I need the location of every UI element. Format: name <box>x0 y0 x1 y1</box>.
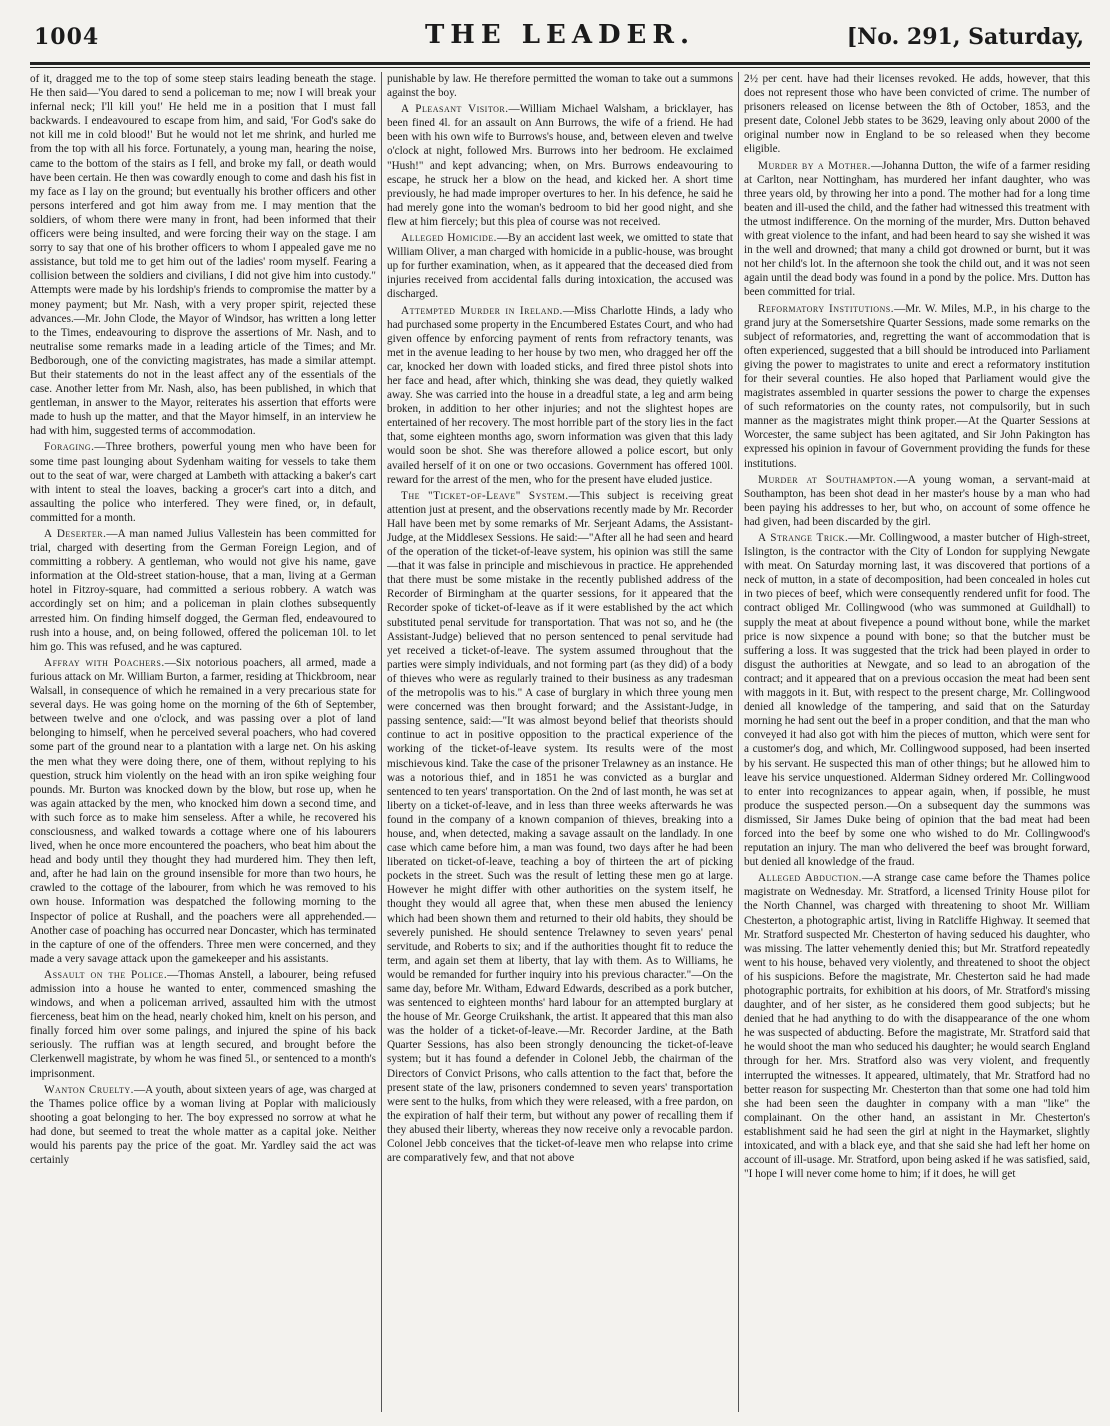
article-paragraph <box>387 72 733 100</box>
article-heading: Alleged Abduction. <box>758 872 862 885</box>
article-text: —Three brothers, powerful young men who have been for some time past lounging about Sydenham waiting for vessels to take them out to the seat of war, were charged at Lambeth with attacking a baker's cart with intent to steal the loaves, backing a grocer's cart into a ditch, and assaulting the police who interfered. They were fined, or, in default, committed for a month. <box>30 441 376 524</box>
article-paragraph <box>387 231 733 301</box>
issue-info: [No. 291, Saturday, <box>846 24 1084 50</box>
article-paragraph <box>30 527 376 654</box>
article-text: —Mr. W. Miles, M.P., in his charge to the grand jury at the Somersetshire Quarter Sessions, made some remarks on the subject of reformatories, and, regretting the want of accommodation that is often experienced, suggested that a bill should be introduced into Parliament giving the power to magistrates to unite and erect a reformatory institution for their several counties. He also hoped that Parliament would give the magistrates assembled in quarter sessions the power to charge the expenses of such reformatories on the county rates, not compulsorily, but in such manner as the magistrates might think proper.—At the Quarter Sessions at Worcester, the same subject has been agitated, and Sir John Pakington has expressed his opinion in favour of Government providing the funds for these institutions. <box>744 302 1090 470</box>
article-text: punishable by law. He therefore permitted the woman to take out a summons against the boy. <box>387 73 733 100</box>
header-rule-thick <box>30 62 1090 65</box>
article-text: —A young woman, a servant-maid at Southampton, has been shot dead in her master's house by a man who had been paying his addresses to her, but who, on account of some offence he had given, had been discarded by the girl. <box>744 473 1090 528</box>
article-paragraph <box>744 871 1090 1181</box>
article-text: —A man named Julius Vallestein has been committed for trial, charged with deserting from the German Foreign Legion, and of committing a robbery. A gentleman, who would not give his name, gave information at the Old-street station-house, that a man, living at a German hotel in Fitzroy-square, had committed a serious robbery. A watch was accordingly set on him; and a policeman in plain clothes subsequently arrested him. On finding himself dogged, the German fled, endeavoured to rush into a house, and, on being followed, offered the policeman 10l. to let him go. This was refused, and he was captured. <box>30 528 376 653</box>
article-paragraph <box>30 72 376 438</box>
page-header <box>30 10 1090 60</box>
article-text: —Mr. Collingwood, a master butcher of High-street, Islington, is the contractor with the City of London for supplying Newgate with meat. On Saturday morning last, it was discovered that portions of a neck of mutton, in a state of decomposition, had been concealed in holes cut in two pieces of beef, which were consequently rendered unfit for food. The contract obliged Mr. Collingwood (who was summoned at Guildhall) to supply the meat at about fivepence a pound without bone, while the market price is now sixpence a pound with bone; so that the butcher must be suffering a loss. It was suggested that the trick had been played in order to disgust the authorities at Newgate, and so lead to an abrogation of the contract; and it appeared that on a previous occasion the meat had been sent with maggots in it. But, with respect to the present charge, Mr. Collingwood denied all knowledge of the tampering, and said that on the Saturday morning he had sent out the beef in a proper condition, and that the man who conveyed it had also got with him the pieces of mutton, which were sent for a customer's dog, and which, Mr. Collingwood supposed, had been inserted by his servant. He suspected this man of other things; but he allowed him to leave his service unquestioned. Alderman Sidney ordered Mr. Collingwood to enter into recognizances to appear again, when, if possible, he must produce the suspected person.—On a subsequent day the summons was dismissed, Sir James Duke being of opinion that the bad meat had been forced into the beef by some one who wished to do Mr. Collingwood's reputation an injury. The man who delivered the beef was brought forward, but denied all knowledge of the fraud. <box>744 532 1090 869</box>
article-heading: Affray with Poachers. <box>44 656 165 669</box>
article-text: 2½ per cent. have had their licenses revoked. He adds, however, that this does not represent those who have been convicted of crime. The number of prisoners released on license between the 8th of October, 1853, and the present date, Colonel Jebb states to be 3629, leaving only about 2000 of the original number now in England to be so released when they become eligible. <box>744 73 1090 156</box>
header-rule-thin <box>30 67 1090 68</box>
article-paragraph <box>744 473 1090 529</box>
article-text: —This subject is receiving great attention just at present, and the observations recently made by Mr. Recorder Hall have been met by some remarks of Mr. Serjeant Adams, the Assistant-Judge, at the Middlesex Sessions. He said:—"After all he had seen and heard of the operation of the ticket-of-leave system, his opinion was still the same—that it was false in principle and mischievous in practice. He apprehended that there must be some mistake in the recently published address of the Recorder of Birmingham at the quarter sessions, for it appeared that the Recorder spoke of ticket-of-leave as if it were established by the act which substituted penal servitude for transportation. That was not so, and he (the Assistant-Judge) believed that no person sentenced to penal servitude had yet received a ticket-of-leave. The system assumed throughout that the parties were simply individuals, and not forming part (as they did) of a body of thieves who were as regularly trained to their business as any tradesman of the metropolis was to his." A case of burglary in which three young men were concerned was then brought forward; and the Assistant-Judge, in passing sentence, said:—"It was almost beyond belief that theorists should continue to act in positive opposition to the practical experience of the working of the ticket-of-leave system. Its results were of the most mischievous kind. Take the case of the prisoner Trelawney as an instance. He was a notorious thief, and in 1851 he was convicted as a burglar and sentenced to ten years' transportation. On the 2nd of last month, he was set at liberty on a ticket-of-leave, and in less than three weeks afterwards he was found in the company of a known companion of thieves, breaking into a house, and, when detected, making a savage assault on the landlady. In one case which came before him, a man was found, two days after he had been liberated on ticket-of-leave, teaching a boy of thirteen the art of picking pockets in the street. Such was the result of letting these men go at large. However he might differ with other authorities on the system itself, he thought they would all agree that, when these men abused the leniency which had been shown them and returned to their old habits, they should be severely punished. He should sentence Trelawney to seven years' penal servitude, and Roberts to six; and if the authorities thought fit to reduce the term, and again set them at liberty, that lay with them. As to Williams, he would be remanded for further inquiry into his previous character."—On the same day, before Mr. Witham, Edward Edwards, described as a pork butcher, was sentenced to eighteen months' hard labour for an attempted burglary at the house of Mr. George Cruikshank, the artist. It appeared that this man also was the holder of a ticket-of-leave.—Mr. Recorder Jardine, at the Bath Quarter Sessions, has also been strongly denouncing the ticket-of-leave system; but it has found a defender in Colonel Jebb, the chairman of the Directors of Convict Prisons, who calls attention to the fact that, before the present state of the law, prisoners condemned to seven years' transportation were sent to the hulks, from which they were released, with a free pardon, on the expiration of half their term, but without any power of recalling them if they abused their liberty, whereas they now receive only a revocable pardon. Colonel Jebb conceives that the ticket-of-leave men who relapse into crime are comparatively few, and that not above <box>387 489 733 1165</box>
article-text: —Johanna Dutton, the wife of a farmer residing at Carlton, near Nottingham, has murdered her infant daughter, who was three years old, by throwing her into a pond. The mother had for a long time beaten and ill-used the child, and the father had witnessed this treatment with the utmost indifference. On the morning of the murder, Mrs. Dutton behaved with great violence to the infant, and had been heard to say she wished it was in the well and drowned; that many a child got drowned or burnt, but it was not her child's lot. In the afternoon she took the child out, and it was not seen again until the dead body was found in a pond by the police. Mrs. Dutton has been committed for trial. <box>744 159 1090 299</box>
article-heading: Assault on the Police. <box>44 968 168 981</box>
masthead-title: THE LEADER. <box>424 20 696 50</box>
article-paragraph <box>387 102 733 229</box>
article-text: —A youth, about sixteen years of age, was charged at the Thames police office by a woman living at Poplar with maliciously shooting a goat belonging to her. The boy expressed no sorrow at what he had done, but seemed to treat the whole matter as a capital joke. Neither would his parents pay the price of the goat. Mr. Yardley said the act was certainly <box>30 1083 376 1167</box>
column-3 <box>744 72 1090 1412</box>
article-text: —Six notorious poachers, all armed, made a furious attack on Mr. William Burton, a farmer, residing at Thickbroom, near Walsall, in consequence of which he remained in a very precarious state for several days. He was going home on the morning of the 6th of September, between twelve and one o'clock, and was passing over a plot of land belonging to himself, when he perceived several poachers, who had covered some part of the ground near to a plantation with a large net. On his asking the men what they were doing there, one of them, without replying to his question, struck him violently on the head with an iron spike weighing four pounds. Mr. Burton was knocked down by the blow, but rose up, when he was again attacked by the men, who knocked him down a second time, and with such force as to make him senseless. After a while, he recovered his consciousness, and walked towards a cottage where one of his labourers lived, when he once more encountered the poachers, who beat him about the head and body until they thought they had murdered him. They then left, and, after he had lain on the ground insensible for more than two hours, he crawled to the cottage of the labourer, from which he was removed to his own house. Information was despatched the following morning to the Inspector of police at Rushall, and the poachers were all apprehended.—Another case of poaching has occurred near Doncaster, which has terminated in the capture of one of the offenders. Three men were concerned, and they made a very savage attack upon the gamekeeper and his assistants. <box>30 656 376 965</box>
article-heading: Attempted Murder in Ireland. <box>401 304 563 317</box>
article-text: —Miss Charlotte Hinds, a lady who had purchased some property in the Encumbered Estates Court, and who had given offence by enforcing payment of rents from refractory tenants, was met in the avenue leading to her house by two men, who dragged her off the car, knocked her down with loaded sticks, and fired three pistol shots into her face and head, after which, thinking she was dead, they quietly walked away. She was carried into the house in a dreadful state, a leg and arm being broken, in addition to her other injuries; and not the slightest hopes are entertained of her recovery. The most horrible part of the story lies in the fact that, some eighteen months ago, sworn information was given that this lady would soon be shot. She was therefore allowed a police escort, but only availed herself of it on one or two occasions. Government has offered 100l. reward for the arrest of the men, who for the present have eluded justice. <box>387 304 733 486</box>
article-text: —Thomas Anstell, a labourer, being refused admission into a house he wanted to enter, commenced smashing the windows, and when a policeman arrived, assaulted him with the utmost fierceness, beat him on the head, nearly choked him, knelt on his person, and finally forced him over some palings, and injured the spine of his back seriously. The ruffian was at length secured, and brought before the Clerkenwell magistrate, by whom he was fined 5l., or sentenced to a month's imprisonment. <box>30 968 376 1080</box>
article-paragraph <box>744 72 1090 157</box>
article-paragraph <box>30 968 376 1081</box>
page-number: 1004 <box>34 24 100 50</box>
column-1 <box>30 72 376 1412</box>
article-heading: A Pleasant Visitor. <box>401 103 509 116</box>
column-2 <box>387 72 733 1412</box>
article-heading: Wanton Cruelty. <box>44 1083 134 1096</box>
article-paragraph <box>744 302 1090 471</box>
column-divider <box>381 72 382 1412</box>
article-text: —William Michael Walsham, a bricklayer, has been fined 4l. for an assault on Ann Burrows, the wife of a friend. He had been with his own wife to Burrows's house, and, between eleven and twelve o'clock at night, followed Mrs. Burrows into her bedroom. He exclaimed "Hush!" and kept advancing; when, on Mrs. Burrows endeavouring to escape, he struck her a blow on the head, and kicked her. A short time previously, he had made improper overtures to her. In his defence, he said he had merely gone into the woman's bedroom to bid her good night, and she flew at him fiercely; but this plea of course was not received. <box>387 103 733 228</box>
article-paragraph <box>387 489 733 1166</box>
article-heading: A Deserter. <box>44 528 107 540</box>
article-heading: Murder by a Mother. <box>758 159 871 172</box>
article-paragraph <box>387 304 733 487</box>
article-paragraph <box>30 656 376 966</box>
article-heading: Foraging. <box>44 441 95 454</box>
article-text: —A strange case came before the Thames police magistrate on Wednesday. Mr. Stratford, a licensed Trinity House pilot for the North Channel, was charged with threatening to shoot Mr. William Chesterton, a photographic artist, living in Ratcliffe Highway. It seemed that Mr. Stratford suspected Mr. Chesterton of having seduced his daughter, who was missing. The latter vehemently denied this; but Mr. Stratford repeatedly went to his house, behaved very violently, and threatened to shoot the object of his suspicions. Before the magistrate, Mr. Chesterton said he had made photographic portraits, for exhibition at his doors, of Mr. Stratford's missing daughter, and of her sister, as he considered them good subjects; but he denied that he had anything to do with the disappearance of the one whom he was suspected of abducting. Before the magistrate, Mr. Stratford said that he would shoot the man who seduced his daughter; he would search England through for her. Mrs. Stratford also was very violent, and frequently interrupted the witnesses. It appeared, ultimately, that Mr. Stratford had no better reason for suspecting Mr. Chesterton than that some one had told him she had been seen the daughter in company with a man "like" the complainant. On the other hand, an assistant in Mr. Chesterton's establishment said he had seen the girl at night in the Haymarket, slightly intoxicated, and with a black eye, and that she said she had left her home on account of ill-usage. Mr. Stratford, upon being asked if he was satisfied, said, "I hope I will never come home to him; if it does, he will get <box>744 872 1090 1181</box>
article-paragraph <box>744 159 1090 300</box>
article-heading: Reformatory Institutions. <box>758 302 895 315</box>
article-paragraph <box>30 1083 376 1168</box>
article-heading: A Strange Trick. <box>758 532 849 544</box>
article-heading: Murder at Southampton. <box>758 473 897 486</box>
article-heading: Alleged Homicide. <box>401 232 497 245</box>
article-text: of it, dragged me to the top of some steep stairs leading beneath the stage. He then said—'You dared to send a policeman to me; now I will break your infernal neck; I'll kill you!' He held me in a position that I must fall backwards. I endeavoured to escape from him, and said, 'For God's sake do not kill me in cold blood!' But he would not let me shrink, and hurled me from the top with all his force. Fortunately, a young man, hearing the noise, came to the bottom of the stairs as I fell, and broke my fall, or death would have been certain. He then was cowardly enough to come and dash his fist in my face as I lay on the ground; but eventually his brother officers and other persons interfered and got him away from me. I may mention that the soldiers, of whom there were many in front, had been informed that their officers were being insulted, and were forcing their way on the stage. I am sorry to say that one of his brother officers to whom I appealed gave me no assistance, but told me to get him out of the ladies' room myself. Fearing a collision between the soldiers and civilians, I did not give him into custody." Attempts were made by his lordship's friends to compromise the matter by a money payment; but Mr. Nash, with a very proper spirit, rejected these advances.—Mr. John Clode, the Mayor of Windsor, has written a long letter to the Times, endeavouring to disprove the assertions of Mr. Nash, and to neutralise some remarks made in a leading article of the Times; and Mr. Bedborough, one of the convicting magistrates, has made a similar attempt. But their statements do not in the least affect any of the essentials of the case. Another letter from Mr. Nash, also, has been published, in which that gentleman, in answer to the Mayor, reiterates his assertion that efforts were made to hush up the matter, and that the Mayor himself, in an interview he had with him, suggested terms of accommodation. <box>30 73 376 438</box>
article-heading: The "Ticket-of-Leave" System. <box>401 489 569 502</box>
article-text: —By an accident last week, we omitted to state that William Oliver, a man charged with homicide in a public-house, was brought up for further examination, when, as it appeared that the deceased died from injuries received from accidental falls during intoxication, the accused was discharged. <box>387 232 733 301</box>
article-paragraph <box>30 440 376 525</box>
column-divider <box>738 72 739 1412</box>
article-paragraph <box>744 531 1090 869</box>
